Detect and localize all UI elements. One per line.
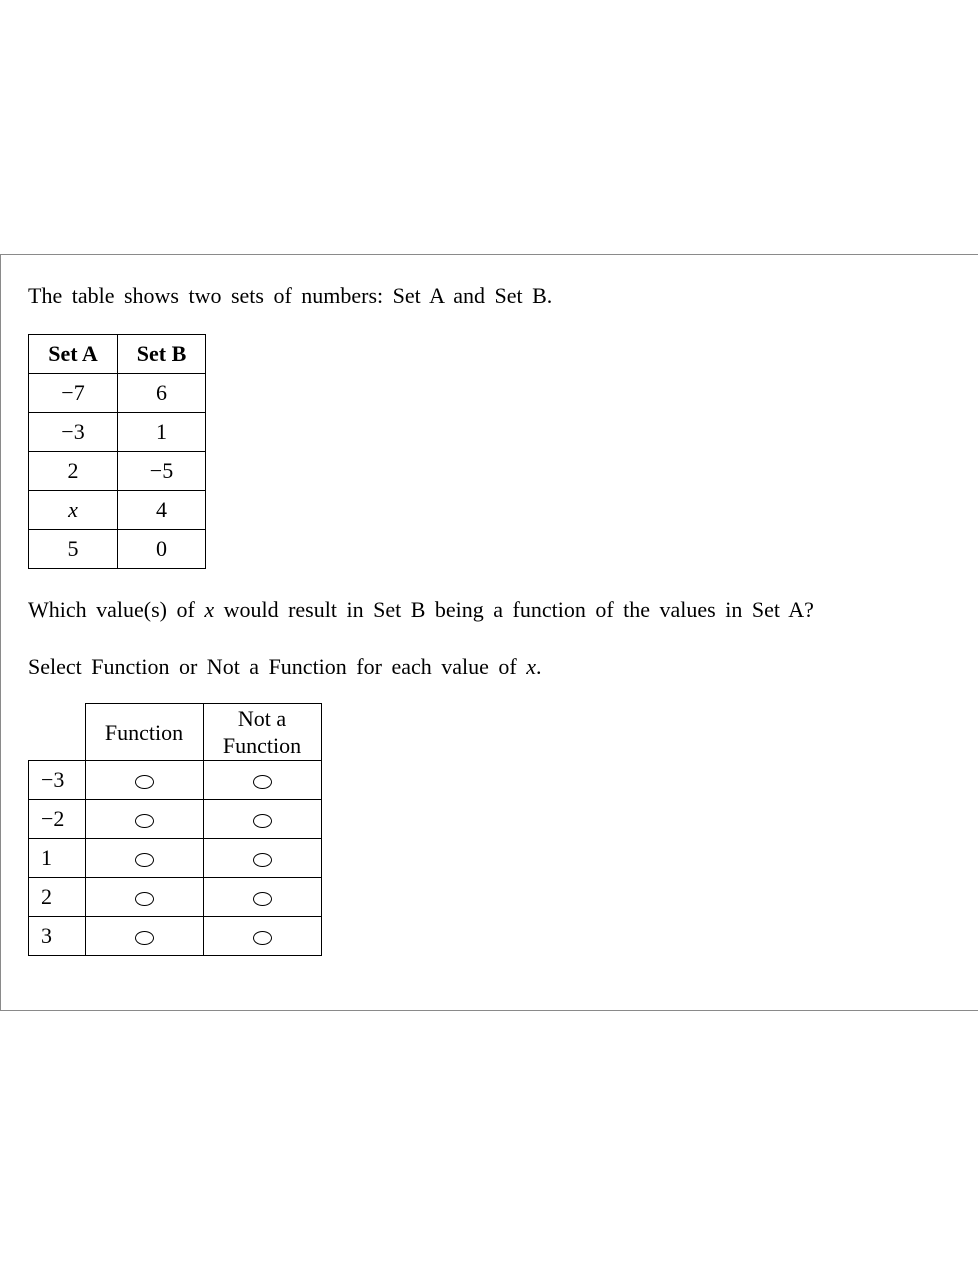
x-value: −3 xyxy=(29,761,86,800)
set-a-header: Set A xyxy=(29,335,118,374)
function-cell xyxy=(85,917,203,956)
answer-table xyxy=(28,703,322,956)
question-part: would result in Set B being a function of the values in Set A? xyxy=(214,597,814,622)
function-cell xyxy=(85,839,203,878)
set-b-value: 6 xyxy=(118,374,206,413)
set-b-value: −5 xyxy=(118,452,206,491)
table-row xyxy=(29,413,206,452)
function-cell xyxy=(85,800,203,839)
set-a-value: −7 xyxy=(29,374,118,413)
function-radio[interactable] xyxy=(135,853,154,867)
table-row xyxy=(29,917,322,956)
question-panel xyxy=(0,254,978,1011)
table-row xyxy=(29,800,322,839)
function-radio[interactable] xyxy=(135,814,154,828)
table-row xyxy=(29,839,322,878)
not-function-radio[interactable] xyxy=(253,775,272,789)
not-function-cell xyxy=(203,917,321,956)
set-a-value: 2 xyxy=(29,452,118,491)
not-function-cell xyxy=(203,878,321,917)
empty-corner-cell xyxy=(29,704,86,761)
not-function-column-header xyxy=(203,704,321,761)
question-part: Which value(s) of xyxy=(28,597,205,622)
not-function-cell xyxy=(203,800,321,839)
set-b-value: 0 xyxy=(118,530,206,569)
set-a-value: −3 xyxy=(29,413,118,452)
not-function-cell xyxy=(203,839,321,878)
question-variable: x xyxy=(204,597,215,622)
set-a-variable-x: x xyxy=(29,491,118,530)
instruction-part: Select Function or Not a Function for each value of xyxy=(28,654,527,679)
set-a-value: 5 xyxy=(29,530,118,569)
answer-header-row xyxy=(29,704,322,761)
table-row xyxy=(29,452,206,491)
table-row xyxy=(29,491,206,530)
question-text xyxy=(28,597,814,623)
intro-text: The table shows two sets of numbers: Set A and Set B. xyxy=(28,283,553,308)
function-radio[interactable] xyxy=(135,775,154,789)
function-radio[interactable] xyxy=(135,931,154,945)
table-row xyxy=(29,878,322,917)
x-value: 3 xyxy=(29,917,86,956)
not-function-radio[interactable] xyxy=(253,853,272,867)
set-b-header: Set B xyxy=(118,335,206,374)
set-b-value: 4 xyxy=(118,491,206,530)
instruction-text xyxy=(28,654,541,680)
instruction-part: . xyxy=(535,654,542,679)
function-cell xyxy=(85,878,203,917)
not-function-radio[interactable] xyxy=(253,892,272,906)
not-function-header-line2: Function xyxy=(222,733,302,758)
not-function-cell xyxy=(203,761,321,800)
function-radio[interactable] xyxy=(135,892,154,906)
function-cell xyxy=(85,761,203,800)
x-value: −2 xyxy=(29,800,86,839)
table-row xyxy=(29,530,206,569)
instruction-variable: x xyxy=(526,654,536,679)
sets-table xyxy=(28,334,206,569)
table-row xyxy=(29,374,206,413)
table-row xyxy=(29,761,322,800)
x-value: 1 xyxy=(29,839,86,878)
set-b-value: 1 xyxy=(118,413,206,452)
not-function-radio[interactable] xyxy=(253,931,272,945)
function-column-header: Function xyxy=(85,704,203,761)
not-function-radio[interactable] xyxy=(253,814,272,828)
sets-header-row xyxy=(29,335,206,374)
x-value: 2 xyxy=(29,878,86,917)
not-function-header-line1: Not a xyxy=(237,706,287,731)
